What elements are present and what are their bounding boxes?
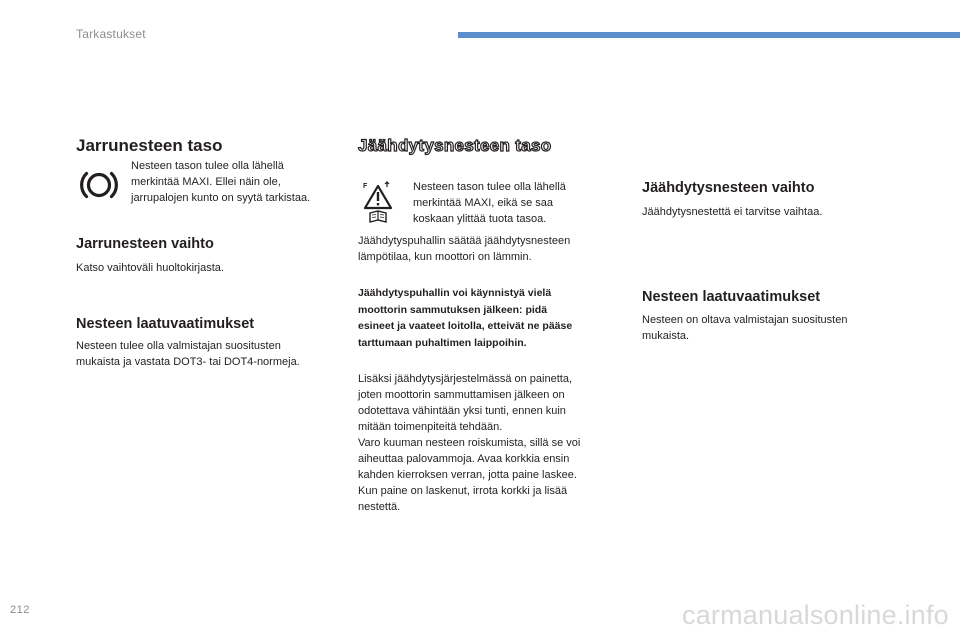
text-line: koskaan ylittää tuota tasoa.	[413, 213, 547, 225]
left-fluid-quality-text	[76, 338, 300, 370]
text-line: Jäähdytyspuhallin säätää jäähdytysnesteen	[358, 235, 571, 247]
text-line: Varo kuuman nesteen roiskumista, sillä se voi	[358, 437, 581, 449]
coolant-change-text: Jäähdytysnestettä ei tarvitse vaihtaa.	[642, 206, 823, 218]
svg-text:F: F	[363, 183, 368, 190]
text-line: merkintää MAXI. Ellei näin ole,	[131, 176, 281, 188]
text-line: Nesteen tason tulee olla lähellä	[413, 181, 566, 193]
header-accent-bar	[458, 32, 960, 38]
text-line: aiheuttaa palovammoja. Avaa korkkia ensin	[358, 453, 570, 465]
coolant-level-heading: Jäähdytysnesteen taso	[358, 136, 552, 155]
text-line: merkintää MAXI, eikä se saa	[413, 197, 554, 209]
text-line: Nesteen on oltava valmistajan suositusten	[642, 314, 848, 326]
page-number: 212	[10, 604, 30, 616]
text-line: mukaista ja vastata DOT3- tai DOT4-normeja.	[76, 356, 300, 368]
brake-warning-icon	[78, 168, 120, 202]
text-line: tarttumaan puhaltimen laippoihin.	[358, 336, 527, 349]
text-line: Kun paine on laskenut, irrota korkki ja lisää	[358, 485, 568, 497]
left-fluid-quality-heading: Nesteen laatuvaatimukset	[76, 316, 255, 332]
text-line: kahden kierroksen verran, jotta paine laskee.	[358, 469, 577, 481]
pressure-warning-text	[358, 371, 580, 515]
fan-warning-text	[358, 285, 572, 351]
text-line: Nesteen tulee olla valmistajan suositusten	[76, 340, 281, 352]
text-line: jarrupalojen kunto on syytä tarkistaa.	[131, 192, 311, 204]
right-fluid-quality-text	[642, 312, 847, 344]
brake-fluid-change-heading: Jarrunesteen vaihto	[76, 236, 214, 252]
text-line: mukaista.	[642, 330, 690, 342]
text-line: moottorin sammutuksen jälkeen: pidä	[358, 303, 548, 316]
text-line: Lisäksi jäähdytysjärjestelmässä on painetta,	[358, 373, 573, 385]
coolant-level-icon-text	[413, 179, 566, 227]
watermark: carmanualsonline.info	[682, 600, 949, 630]
brake-fluid-level-text	[131, 158, 310, 206]
coolant-warning-icon	[362, 180, 394, 224]
right-fluid-quality-heading: Nesteen laatuvaatimukset	[642, 289, 821, 305]
text-line: esineet ja vaateet loitolla, etteivät ne pääse	[358, 320, 573, 332]
text-line: mitään toimenpiteitä tehdään.	[358, 421, 503, 433]
text-line: odotettava vähintään yksi tunti, ennen kuin	[358, 405, 566, 417]
chapter-title: Tarkastukset	[76, 27, 146, 41]
brake-fluid-change-text: Katso vaihtoväli huoltokirjasta.	[76, 262, 224, 274]
coolant-change-heading: Jäähdytysnesteen vaihto	[642, 180, 815, 196]
text-line: Jäähdytyspuhallin voi käynnistyä vielä	[358, 287, 552, 299]
text-line: Nesteen tason tulee olla lähellä	[131, 160, 284, 172]
text-line: lämpötilaa, kun moottori on lämmin.	[358, 251, 532, 263]
coolant-fan-text	[358, 233, 570, 265]
brake-fluid-level-heading: Jarrunesteen taso	[76, 136, 223, 155]
text-line: joten moottorin sammuttamisen jälkeen on	[358, 389, 565, 401]
text-line: nestettä.	[358, 501, 401, 513]
